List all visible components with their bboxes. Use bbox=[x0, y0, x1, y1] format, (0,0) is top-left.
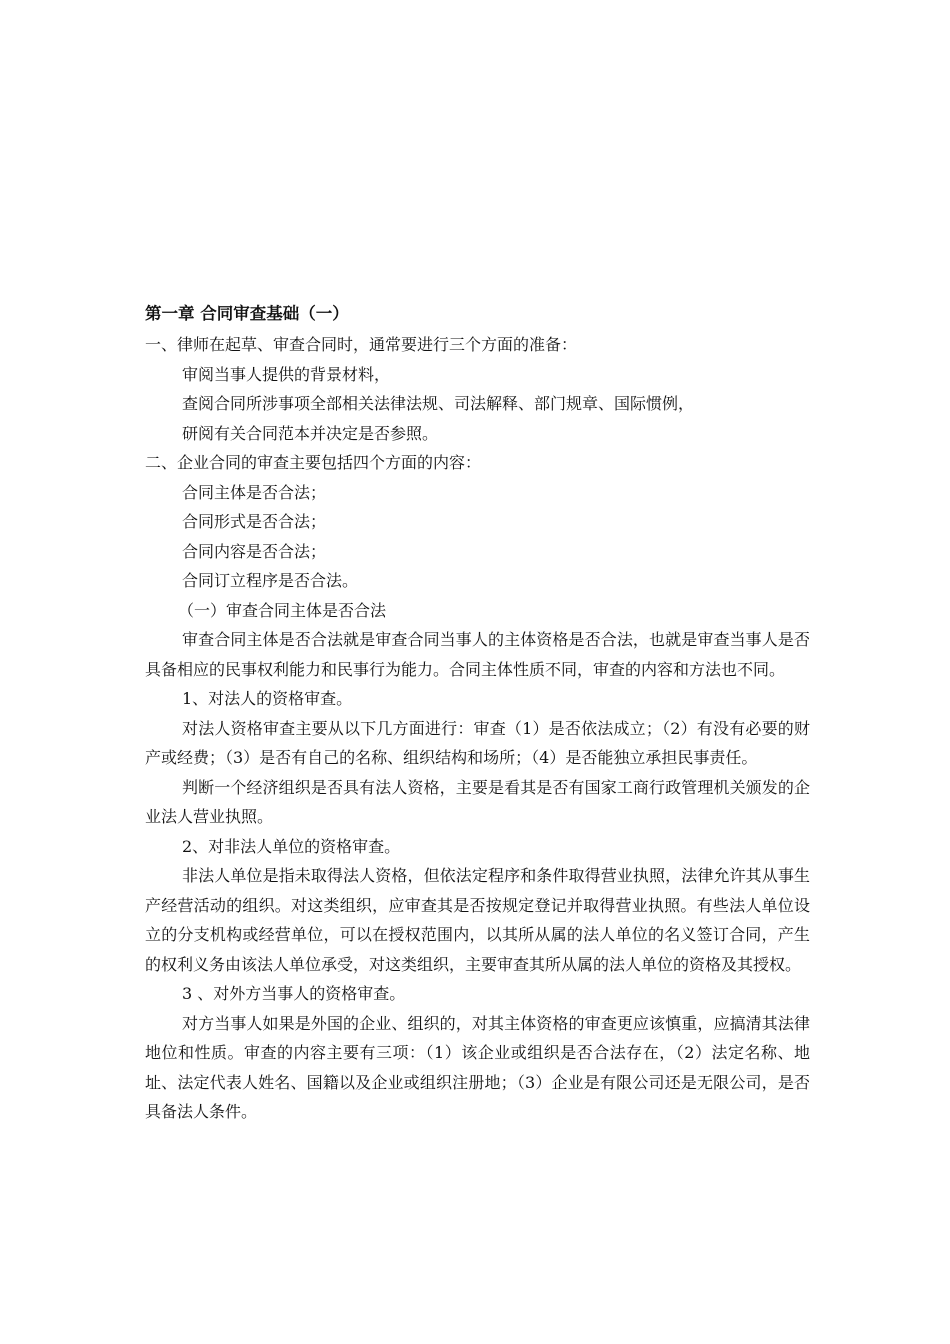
foreign-party-paragraph: 对方当事人如果是外国的企业、组织的，对其主体资格的审查更应该慎重，应搞清其法律地位和性质。审查的内容主要有三项：（1）该企业或组织是否合法存在，（2）法定名称、地址、法定代表人姓名、国籍以及企业或组织注册地；（3）企业是有限公司还是无限公司，是否具备法人条件。 bbox=[145, 1013, 810, 1121]
review-item: 合同内容是否合法； bbox=[182, 541, 327, 561]
subject-intro-paragraph: 审查合同主体是否合法就是审查合同当事人的主体资格是否合法，也就是审查当事人是否具备相应的民事权利能力和民事行为能力。合同主体性质不同，审查的内容和方法也不同。 bbox=[145, 630, 810, 679]
point-heading-non-legal: 2、对非法人单位的资格审查。 bbox=[182, 836, 401, 856]
review-item: 合同形式是否合法； bbox=[182, 512, 327, 531]
section-heading-1: 一、律师在起草、审查合同时，通常要进行三个方面的准备： bbox=[145, 335, 578, 354]
review-item: 合同主体是否合法； bbox=[182, 482, 327, 502]
prep-item: 审阅当事人提供的背景材料， bbox=[182, 364, 391, 384]
subsection-heading: （一）审查合同主体是否合法 bbox=[178, 600, 387, 620]
non-legal-paragraph: 非法人单位是指未取得法人资格，但依法定程序和条件取得营业执照，法律允许其从事生产经营活动的组织。对这类组织，应审查其是否按规定登记并取得营业执照。有些法人单位设立的分支机构或经营单位，可以在授权范围内，以其所从属的法人单位的名义签订合同，产生的权利义务由该法人单位承受，对这类组织，主要审查其所从属的法人单位的资格及其授权。 bbox=[145, 866, 810, 974]
prep-item: 研阅有关合同范本并决定是否参照。 bbox=[182, 423, 439, 443]
prep-item: 查阅合同所涉事项全部相关法律法规、司法解释、部门规章、国际惯例， bbox=[182, 394, 695, 413]
review-item: 合同订立程序是否合法。 bbox=[182, 571, 359, 590]
document-body bbox=[145, 300, 810, 1127]
point-heading-foreign: 3 、对外方当事人的资格审查。 bbox=[182, 984, 406, 1003]
section-heading-2: 二、企业合同的审查主要包括四个方面的内容： bbox=[145, 453, 482, 472]
legal-person-paragraph: 对法人资格审查主要从以下几方面进行：审查（1）是否依法成立；（2）有没有必要的财产或经费；（3）是否有自己的名称、组织结构和场所；（4）是否能独立承担民事责任。 bbox=[145, 718, 810, 767]
chapter-title: 第一章 合同审查基础（一） bbox=[145, 304, 349, 323]
point-heading-legal-person: 1、对法人的资格审查。 bbox=[182, 689, 353, 708]
business-license-paragraph: 判断一个经济组织是否具有法人资格，主要是看其是否有国家工商行政管理机关颁发的企业法人营业执照。 bbox=[145, 777, 810, 826]
